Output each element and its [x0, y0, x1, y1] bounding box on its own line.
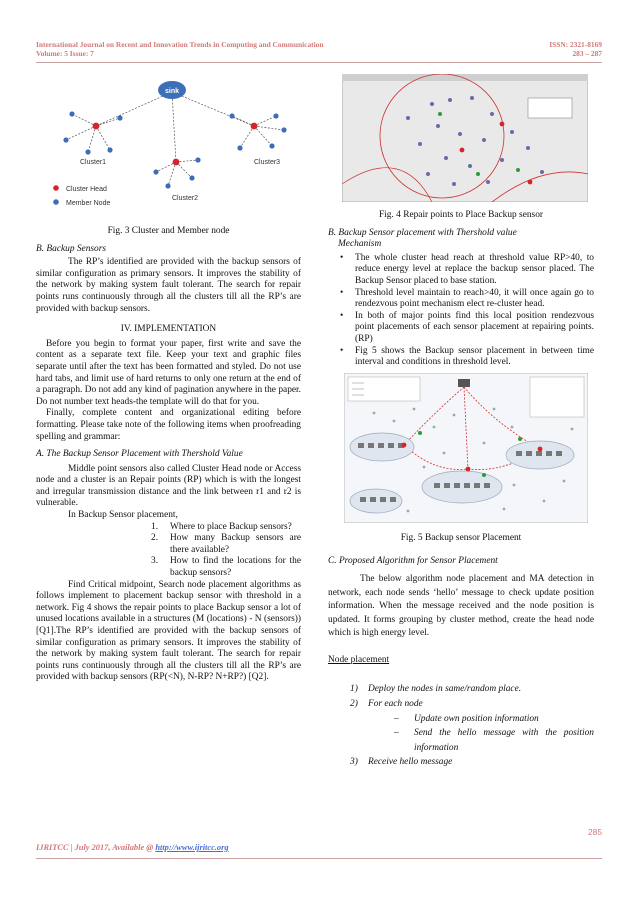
- section-a-paragraph-2: In Backup Sensor placement,: [68, 510, 178, 521]
- section-b-paragraph: The RP’s identified are provided with the backup sensors of similar configuration as primary sensors. It improves the stability of the network by making system fault tolerant. The search for repair points runs continuously through all the clusters till all the RP’s are provided with backup sensors.: [36, 257, 301, 314]
- list-item: 2. How many Backup sensors are there available?: [151, 533, 301, 555]
- algorithm-substep: – Send the hello message with the position information: [394, 728, 594, 753]
- member-node: [117, 115, 122, 120]
- question-list: [36, 522, 301, 580]
- member-node: [63, 137, 68, 142]
- node-placement-algorithm: [328, 682, 594, 770]
- fig5-caption: Fig. 5 Backup sensor Placement: [400, 532, 522, 543]
- member-node: [195, 157, 200, 162]
- legend-head-marker: [53, 185, 59, 191]
- list-item: • In both of major points find this local position rendezvous point placements of each sensor placement at repairing points. (RP): [340, 310, 594, 344]
- fig3-cluster-diagram: [36, 78, 301, 216]
- cluster-head-node: [93, 123, 100, 130]
- section-b2-heading-cont: Mechanism: [338, 239, 382, 250]
- cluster-head-node: [251, 123, 258, 130]
- section-a-paragraph-3: Find Critical midpoint, Search node placement algorithms as follows implement to placement backup sensor with threshold in a network. Fig 4 shows the repair points to place Backup sensor a lot of unused locations available in a structures (M (locations) - N (sensors)) [Q1].The RP’s identified are provided with the backup sensors of similar configuration as primary sensors. It improves the stability of the network by making system fault tolerant. The search for repair points runs continuously through all the clusters till all the RP’s are provided with backup sensors (RP(<N), N-RP? N+RP?) [Q2].: [36, 579, 301, 683]
- algorithm-step: 1) Deploy the nodes in same/random place.: [350, 684, 522, 695]
- footer-text: [36, 843, 229, 852]
- fig3-caption: Fig. 3 Cluster and Member node: [107, 226, 230, 236]
- algorithm-substep: – Update own position information: [394, 713, 539, 724]
- section-a-paragraph-1: Middle point sensors also called Cluster Head node or Access node and a cluster is an Repair points (RP) which is with the longest and irregular transmission distance and the link between r1 and r2 is vulnerable.: [36, 463, 301, 509]
- issn-header: [549, 40, 602, 58]
- legend-head-label: Cluster Head: [66, 186, 107, 193]
- list-item: • The whole cluster head reach at threshold value RP>40, to reduce energy level at replace the backup sensor placed. The Backup Sensor placed to base station.: [340, 252, 594, 286]
- threshold-bullets: [328, 253, 594, 369]
- node-placement-heading: Node placement: [328, 654, 390, 665]
- section-a-heading: A. The Backup Sensor Placement with Thershold Value: [36, 449, 243, 460]
- list-item: 1. Where to place Backup sensors?: [151, 521, 292, 532]
- list-item: • Threshold level maintain to reach>40, it will once again go to rendezvous point mechanism elect re-cluster head.: [340, 287, 594, 310]
- member-node: [69, 111, 74, 116]
- list-item: 3. How to find the locations for the backup sensors?: [151, 556, 301, 579]
- journal-link[interactable]: http://www.ijritcc.org: [155, 843, 229, 852]
- fig5-backup-placement-diagram: [344, 373, 588, 523]
- sink-label: sink: [164, 88, 180, 95]
- member-node: [269, 143, 274, 148]
- legend-member-label: Member Node: [66, 200, 111, 207]
- journal-volume: Volume: 5 Issue: 7: [36, 49, 94, 58]
- head-nodes: [93, 123, 258, 166]
- legend-member-marker: [53, 199, 59, 205]
- member-node: [107, 147, 112, 152]
- left-column: [36, 78, 301, 684]
- footer-prefix: IJRITCC | July 2017, Available @: [36, 843, 156, 852]
- journal-title: International Journal on Recent and Innovation Trends in Computing and Communication: [36, 40, 324, 49]
- member-node: [281, 127, 286, 132]
- member-node: [237, 145, 242, 150]
- footer-rule: [36, 858, 602, 859]
- implementation-paragraph-1: Before you begin to format your paper, first write and save the content as a separate text file. Keep your text and graphic files separate until after the text has been formatted and styled. Do not use hard tabs, and limit use of hard returns to only one return at the end of a paragraph. Do not add any kind of pagination anywhere in the paper. Do not number text heads-the template will do that for you.: [36, 338, 301, 407]
- header-rule: [36, 62, 602, 63]
- algorithm-step: 3) Receive hello message: [350, 757, 453, 768]
- page-number: 285: [588, 827, 602, 837]
- list-item: • Fig 5 shows the Backup sensor placement in between time interval and conditions in threshold level.: [340, 345, 594, 368]
- fig4-repair-points-screenshot: [342, 74, 588, 202]
- section-c-heading: C. Proposed Algorithm for Sensor Placement: [328, 556, 498, 567]
- member-node: [273, 113, 278, 118]
- cluster2-label: Cluster2: [172, 195, 199, 202]
- section-c-paragraph: The below algorithm node placement and MA detection in network, each node sends ‘hello’ message to check update position information. When the message received and the node position is updated. It forms grouping by cluster method, create the head node which is high energy level.: [328, 573, 594, 639]
- section-b2-heading: B. Backup Sensor placement with Thershold value: [328, 227, 517, 238]
- implementation-heading: IV. IMPLEMENTATION: [120, 324, 217, 335]
- member-node: [189, 175, 194, 180]
- member-node: [85, 149, 90, 154]
- member-node: [153, 169, 158, 174]
- member-node: [229, 113, 234, 118]
- section-b-heading: B. Backup Sensors: [36, 243, 107, 254]
- page-range: 283 – 287: [572, 49, 602, 58]
- cluster3-label: Cluster3: [254, 159, 281, 166]
- cluster1-label: Cluster1: [80, 159, 107, 166]
- right-column: [328, 74, 594, 770]
- implementation-paragraph-2: Finally, complete content and organizational editing before formatting. Please take note of the following items when proofreading spelling and grammar:: [36, 408, 301, 442]
- member-node: [165, 183, 170, 188]
- issn: ISSN: 2321-8169: [549, 40, 602, 49]
- fig4-caption: Fig. 4 Repair points to Place Backup sensor: [378, 210, 544, 220]
- cluster-head-node: [173, 159, 180, 166]
- algorithm-step: 2) For each node: [350, 699, 423, 710]
- journal-header: [36, 40, 323, 58]
